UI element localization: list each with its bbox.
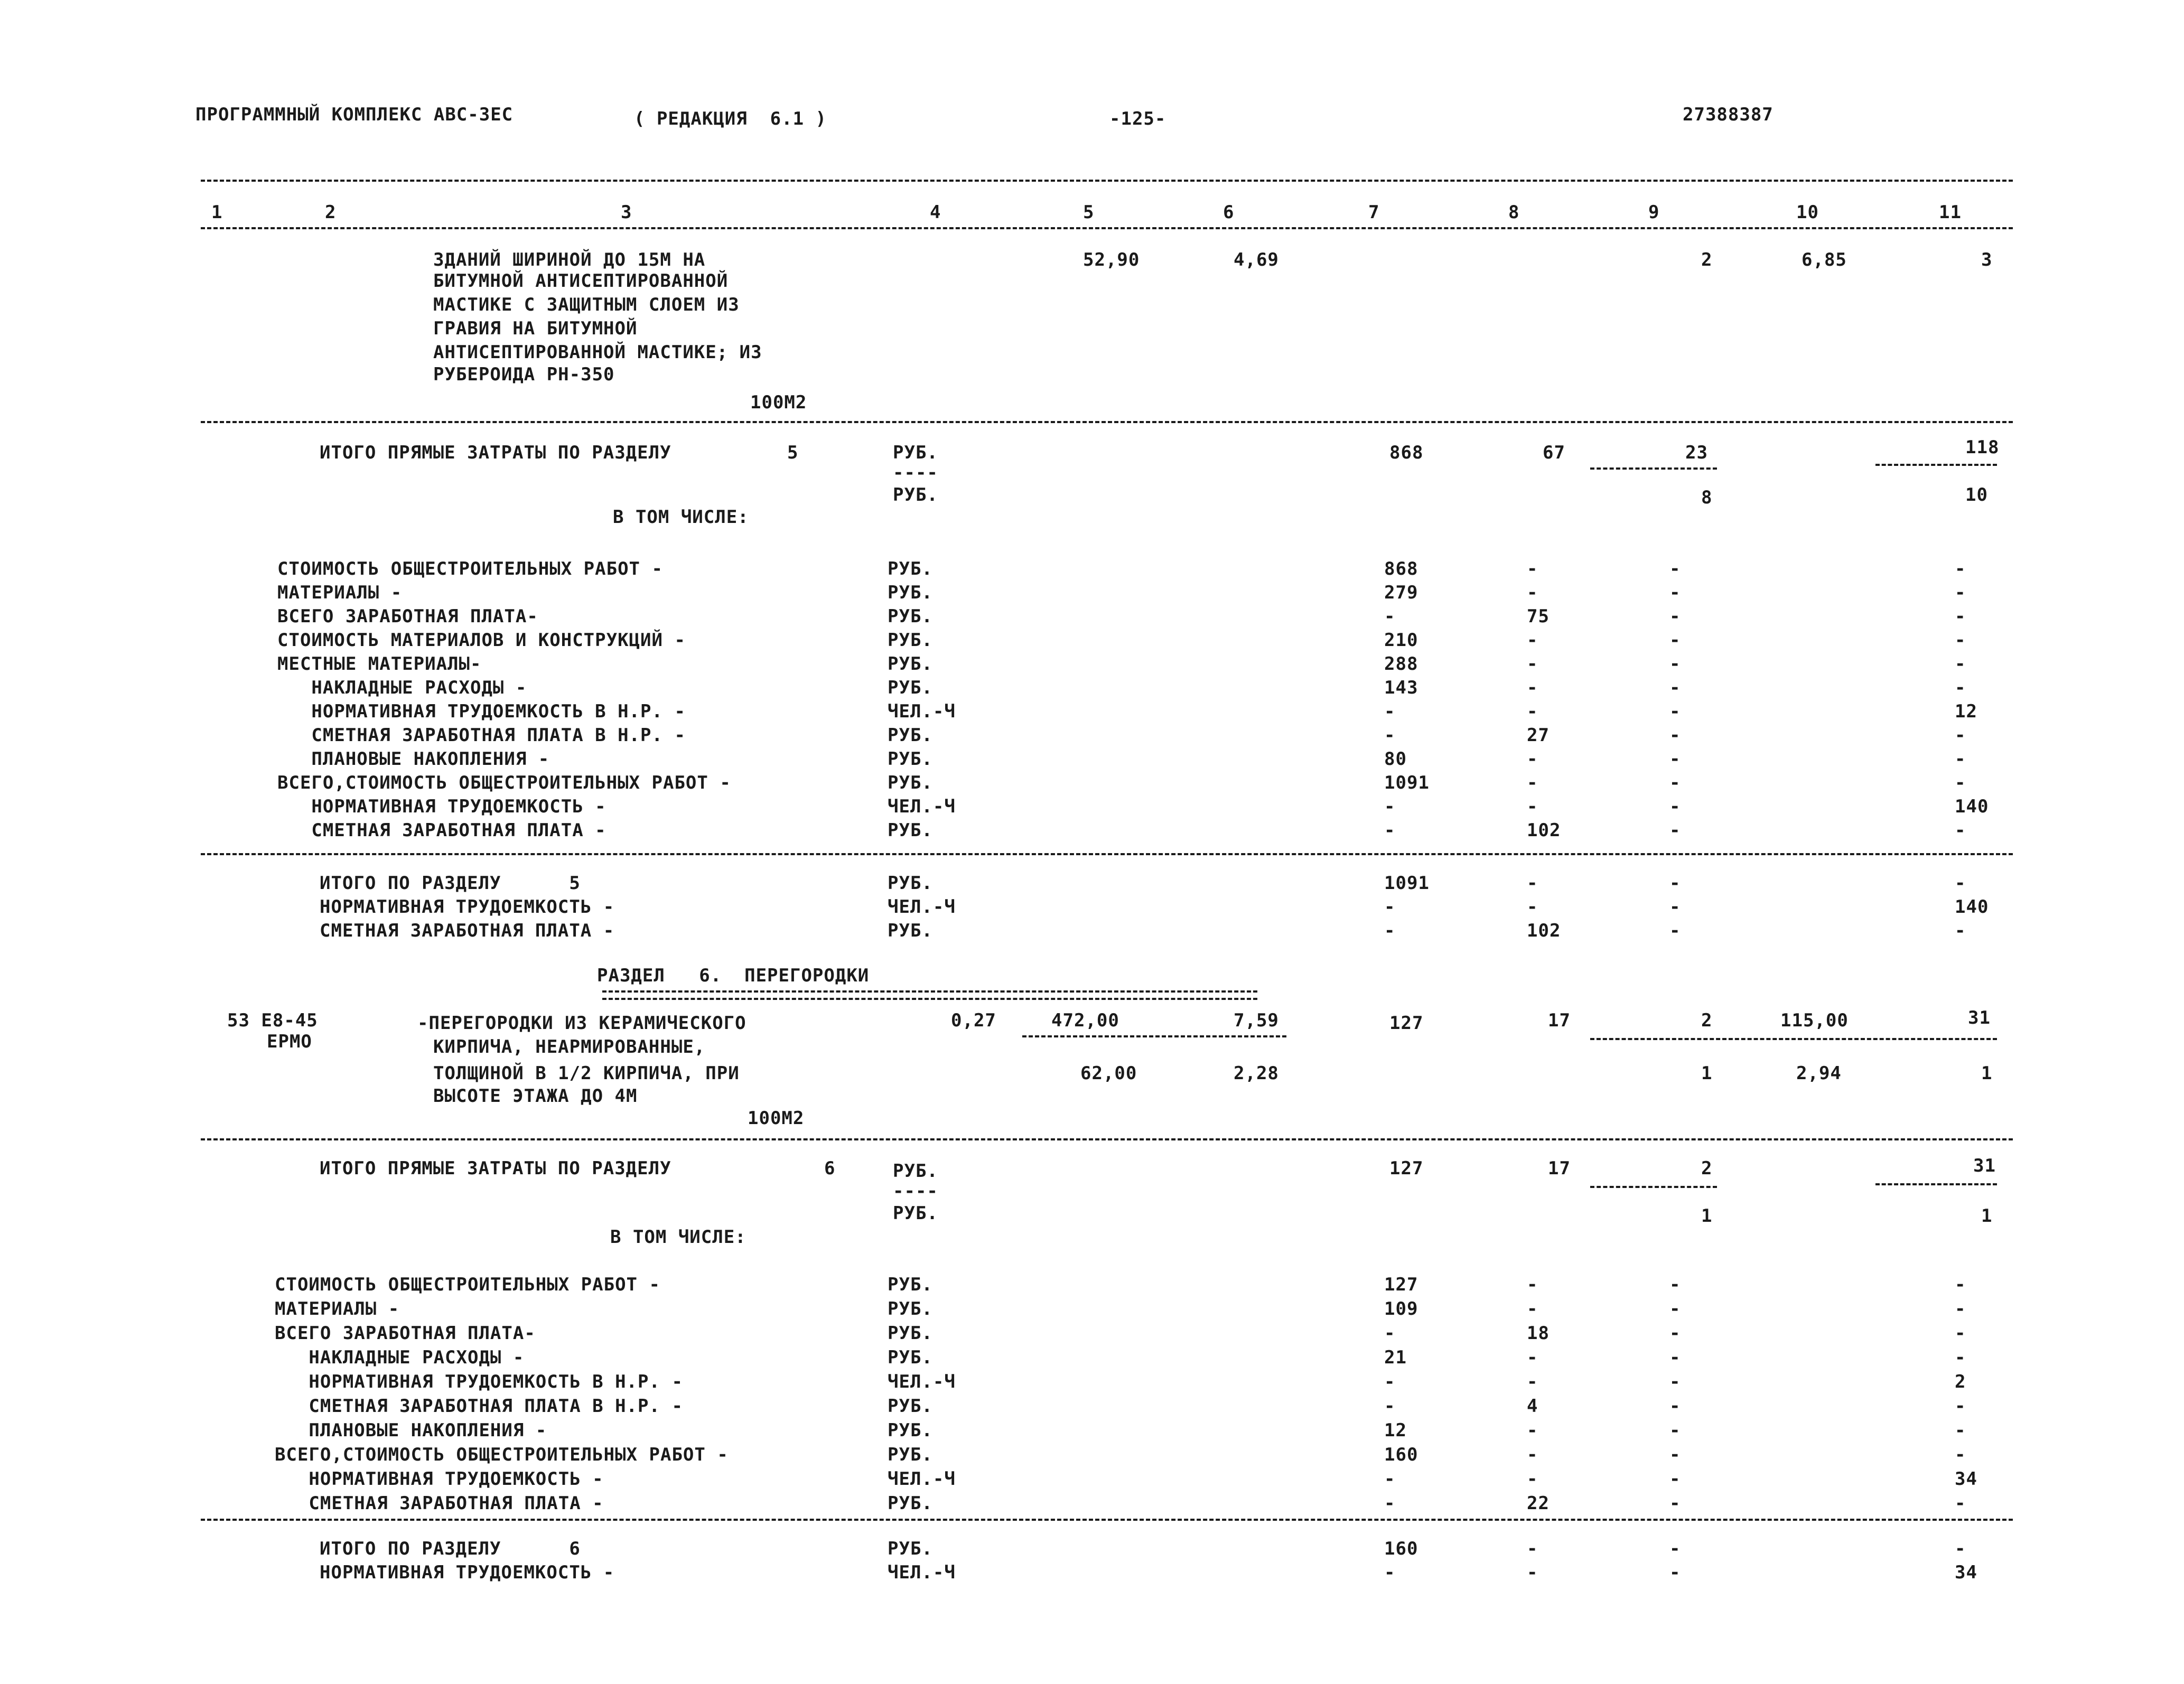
s5-total-num: 5 xyxy=(787,442,799,463)
s6-total-col11: 31 xyxy=(1973,1155,1996,1176)
row-col11: - xyxy=(1955,873,1966,894)
row-col11: - xyxy=(1955,725,1966,746)
row-col8: 18 xyxy=(1527,1323,1550,1344)
row-unit: РУБ. xyxy=(888,1347,933,1368)
row-col7: - xyxy=(1384,701,1396,722)
row-col7: 12 xyxy=(1384,1420,1407,1441)
row-col8: 102 xyxy=(1527,820,1561,841)
row-col9: - xyxy=(1669,1347,1681,1368)
row-unit: РУБ. xyxy=(888,920,933,941)
row-col8: - xyxy=(1527,1371,1538,1392)
s5-total-unit2: РУБ. xyxy=(893,484,938,506)
row-unit: РУБ. xyxy=(888,1538,933,1559)
row-col7: - xyxy=(1384,1323,1396,1344)
row-unit: РУБ. xyxy=(888,1323,933,1344)
row-label: ВСЕГО ЗАРАБОТНАЯ ПЛАТА- xyxy=(277,606,538,627)
row-col8: 22 xyxy=(1527,1493,1550,1514)
s6-desc-line: -ПЕРЕГОРОДКИ ИЗ КЕРАМИЧЕСКОГО xyxy=(417,1013,746,1034)
row-col7: - xyxy=(1384,1493,1396,1514)
s6-title: РАЗДЕЛ 6. ПЕРЕГОРОДКИ xyxy=(597,965,870,986)
row-label: СМЕТНАЯ ЗАРАБОТНАЯ ПЛАТА - xyxy=(277,820,606,841)
row-col9: - xyxy=(1669,725,1681,746)
s6-total-col11b: 1 xyxy=(1981,1205,1993,1227)
row-col11: - xyxy=(1955,1323,1966,1344)
s6-desc-line: ВЫСОТЕ ЭТАЖА ДО 4М xyxy=(433,1086,638,1107)
row-col7: - xyxy=(1384,725,1396,746)
row-col7: - xyxy=(1384,606,1396,627)
s6-col9b: 1 xyxy=(1701,1063,1713,1084)
row-col11: - xyxy=(1955,558,1966,579)
colhead-9: 9 xyxy=(1648,202,1660,223)
s5-total-subrule xyxy=(1875,464,1997,466)
row-col11: - xyxy=(1955,1538,1966,1559)
row-col7: - xyxy=(1384,896,1396,918)
row-col9: - xyxy=(1669,1493,1681,1514)
s6-title-underline xyxy=(602,990,1257,1000)
row-col9: - xyxy=(1669,653,1681,675)
row-col8: - xyxy=(1527,796,1538,817)
row-unit: РУБ. xyxy=(888,606,933,627)
colhead-bottom-rule xyxy=(201,227,2013,229)
s6-subrule xyxy=(1590,1038,1997,1040)
row-col8: - xyxy=(1527,582,1538,603)
row-col8: 4 xyxy=(1527,1396,1538,1417)
row-label: СМЕТНАЯ ЗАРАБОТНАЯ ПЛАТА - xyxy=(275,1493,604,1514)
s6-total-col9b: 1 xyxy=(1701,1205,1713,1227)
row-unit: РУБ. xyxy=(888,558,933,579)
row-unit: РУБ. xyxy=(888,749,933,770)
s6-col10: 115,00 xyxy=(1780,1010,1849,1031)
row-col11: - xyxy=(1955,1274,1966,1295)
s5-total-col11b: 10 xyxy=(1965,484,1988,506)
s5-unit: 100М2 xyxy=(750,392,807,413)
row-col7: 127 xyxy=(1384,1274,1418,1295)
table-top-rule xyxy=(201,180,2013,182)
s6-desc-line: ТОЛЩИНОЙ В 1/2 КИРПИЧА, ПРИ xyxy=(433,1063,740,1084)
row-col9: - xyxy=(1669,1562,1681,1583)
row-col9: - xyxy=(1669,920,1681,941)
s5-total-subrule xyxy=(1590,467,1717,470)
row-col7: 210 xyxy=(1384,630,1418,651)
row-unit: РУБ. xyxy=(888,677,933,698)
row-unit: РУБ. xyxy=(888,725,933,746)
row-col11: - xyxy=(1955,820,1966,841)
program-name: ПРОГРАММНЫЙ КОМПЛЕКС АВС-3ЕС xyxy=(195,104,514,125)
row-unit: ЧЕЛ.-Ч xyxy=(888,1468,956,1490)
s6-col8: 17 xyxy=(1548,1010,1571,1031)
row-col9: - xyxy=(1669,1298,1681,1320)
s6-total-subrule xyxy=(1875,1183,1997,1185)
s6-col6b: 2,28 xyxy=(1234,1063,1279,1084)
row-col11: - xyxy=(1955,606,1966,627)
s5-desc-line: ЗДАНИЙ ШИРИНОЙ ДО 15М НА xyxy=(433,249,706,270)
row-unit: РУБ. xyxy=(888,1396,933,1417)
s6-col5: 472,00 xyxy=(1051,1010,1119,1031)
s6-col4: 0,27 xyxy=(951,1010,996,1031)
row-col8: - xyxy=(1527,1347,1538,1368)
row-col8: - xyxy=(1527,1274,1538,1295)
s6-col6: 7,59 xyxy=(1234,1010,1279,1031)
row-label: МАТЕРИАЛЫ - xyxy=(277,582,403,603)
s6-subrule xyxy=(1022,1035,1286,1037)
s6-total-col7: 127 xyxy=(1389,1158,1424,1179)
s6-total-unit2: РУБ. xyxy=(893,1203,938,1224)
s5-incl: В ТОМ ЧИСЛЕ: xyxy=(613,507,749,528)
row-col9: - xyxy=(1669,1538,1681,1559)
row-label: НОРМАТИВНАЯ ТРУДОЕМКОСТЬ В Н.Р. - xyxy=(277,701,686,722)
s6-total-subrule xyxy=(1590,1186,1717,1188)
s6-source: ЕРМО xyxy=(267,1031,312,1052)
row-col9: - xyxy=(1669,796,1681,817)
row-col8: - xyxy=(1527,1468,1538,1490)
s5-total-col11: 118 xyxy=(1965,437,2000,458)
row-col7: - xyxy=(1384,1396,1396,1417)
row-label: НОРМАТИВНАЯ ТРУДОЕМКОСТЬ - xyxy=(320,896,615,918)
row-col9: - xyxy=(1669,1274,1681,1295)
s6-final-rule xyxy=(201,1519,2013,1521)
row-col8: - xyxy=(1527,1562,1538,1583)
row-col8: - xyxy=(1527,677,1538,698)
colhead-1: 1 xyxy=(211,202,223,223)
row-label: СМЕТНАЯ ЗАРАБОТНАЯ ПЛАТА - xyxy=(320,920,615,941)
row-col11: - xyxy=(1955,1347,1966,1368)
row-col11: - xyxy=(1955,1298,1966,1320)
row-label: НОРМАТИВНАЯ ТРУДОЕМКОСТЬ - xyxy=(275,1468,604,1490)
s5-col11: 3 xyxy=(1981,249,1993,270)
s6-unit: 100М2 xyxy=(748,1108,805,1129)
s5-desc-line: БИТУМНОЙ АНТИСЕПТИРОВАННОЙ xyxy=(433,270,729,292)
row-col11: - xyxy=(1955,630,1966,651)
s6-col10b: 2,94 xyxy=(1796,1063,1842,1084)
row-label: ПЛАНОВЫЕ НАКОПЛЕНИЯ - xyxy=(277,749,550,770)
row-col9: - xyxy=(1669,873,1681,894)
row-col9: - xyxy=(1669,630,1681,651)
row-label: СМЕТНАЯ ЗАРАБОТНАЯ ПЛАТА В Н.Р. - xyxy=(275,1396,683,1417)
row-col11: - xyxy=(1955,677,1966,698)
row-col11: 140 xyxy=(1955,796,1989,817)
row-unit: РУБ. xyxy=(888,582,933,603)
row-col11: 34 xyxy=(1955,1562,1977,1583)
row-col7: 80 xyxy=(1384,749,1407,770)
s5-total-col9b: 8 xyxy=(1701,487,1713,508)
row-col8: 75 xyxy=(1527,606,1550,627)
s6-col5b: 62,00 xyxy=(1080,1063,1137,1084)
s6-col9: 2 xyxy=(1701,1010,1713,1031)
s6-incl: В ТОМ ЧИСЛЕ: xyxy=(610,1227,746,1248)
row-col8: - xyxy=(1527,873,1538,894)
row-col11: - xyxy=(1955,1493,1966,1514)
row-label: НАКЛАДНЫЕ РАСХОДЫ - xyxy=(275,1347,525,1368)
s6-total-dashes: ---- xyxy=(893,1181,938,1202)
row-col7: - xyxy=(1384,1468,1396,1490)
row-label: ВСЕГО,СТОИМОСТЬ ОБЩЕСТРОИТЕЛЬНЫХ РАБОТ - xyxy=(277,772,731,793)
row-col8: - xyxy=(1527,558,1538,579)
row-col11: 12 xyxy=(1955,701,1977,722)
row-col11: 34 xyxy=(1955,1468,1977,1490)
row-col8: - xyxy=(1527,1444,1538,1465)
s6-total-label: ИТОГО ПРЯМЫЕ ЗАТРАТЫ ПО РАЗДЕЛУ xyxy=(320,1158,671,1179)
colhead-11: 11 xyxy=(1939,202,1962,223)
row-unit: ЧЕЛ.-Ч xyxy=(888,1371,956,1392)
row-col7: 160 xyxy=(1384,1538,1418,1559)
row-unit: ЧЕЛ.-Ч xyxy=(888,701,956,722)
row-label: МЕСТНЫЕ МАТЕРИАЛЫ- xyxy=(277,653,482,675)
colhead-6: 6 xyxy=(1223,202,1235,223)
row-col9: - xyxy=(1669,677,1681,698)
page-number: -125- xyxy=(1109,108,1166,129)
colhead-10: 10 xyxy=(1796,202,1819,223)
s5-total-label: ИТОГО ПРЯМЫЕ ЗАТРАТЫ ПО РАЗДЕЛУ xyxy=(320,442,671,463)
row-col9: - xyxy=(1669,558,1681,579)
colhead-3: 3 xyxy=(621,202,632,223)
row-col11: - xyxy=(1955,1420,1966,1441)
row-col7: 109 xyxy=(1384,1298,1418,1320)
s6-desc-line: КИРПИЧА, НЕАРМИРОВАННЫЕ, xyxy=(433,1036,706,1058)
row-col7: 868 xyxy=(1384,558,1418,579)
row-col9: - xyxy=(1669,701,1681,722)
s5-total-unit: РУБ. xyxy=(893,442,938,463)
s5-total-col8: 67 xyxy=(1543,442,1565,463)
row-label: НАКЛАДНЫЕ РАСХОДЫ - xyxy=(277,677,527,698)
edition-label: ( РЕДАКЦИЯ 6.1 ) xyxy=(634,108,827,129)
s5-total-col9: 23 xyxy=(1685,442,1708,463)
s5-col10: 6,85 xyxy=(1802,249,1847,270)
row-col7: 1091 xyxy=(1384,873,1430,894)
s5-col9: 2 xyxy=(1701,249,1713,270)
s5-total-col7: 868 xyxy=(1389,442,1424,463)
row-col7: 143 xyxy=(1384,677,1418,698)
row-unit: РУБ. xyxy=(888,873,933,894)
s5-col5: 52,90 xyxy=(1083,249,1140,270)
row-col11: - xyxy=(1955,920,1966,941)
s6-rule xyxy=(201,1138,2013,1140)
row-unit: РУБ. xyxy=(888,820,933,841)
s5-total-dashes: ---- xyxy=(893,462,938,483)
s6-col7: 127 xyxy=(1389,1013,1424,1034)
row-col7: - xyxy=(1384,1371,1396,1392)
row-col9: - xyxy=(1669,1323,1681,1344)
row-col9: - xyxy=(1669,606,1681,627)
row-col9: - xyxy=(1669,820,1681,841)
row-col8: - xyxy=(1527,896,1538,918)
row-unit: РУБ. xyxy=(888,1420,933,1441)
row-col11: - xyxy=(1955,653,1966,675)
row-col8: - xyxy=(1527,630,1538,651)
row-label: НОРМАТИВНАЯ ТРУДОЕМКОСТЬ В Н.Р. - xyxy=(275,1371,683,1392)
row-unit: РУБ. xyxy=(888,772,933,793)
row-label: ВСЕГО,СТОИМОСТЬ ОБЩЕСТРОИТЕЛЬНЫХ РАБОТ - xyxy=(275,1444,729,1465)
s5-desc-line: АНТИСЕПТИРОВАННОЙ МАСТИКЕ; ИЗ xyxy=(433,342,762,363)
row-col11: 140 xyxy=(1955,896,1989,918)
s5-rule xyxy=(201,421,2013,423)
s5-desc-line: ГРАВИЯ НА БИТУМНОЙ xyxy=(433,318,638,339)
row-col11: - xyxy=(1955,1444,1966,1465)
colhead-8: 8 xyxy=(1508,202,1520,223)
row-unit: РУБ. xyxy=(888,653,933,675)
row-col9: - xyxy=(1669,582,1681,603)
s6-total-col8: 17 xyxy=(1548,1158,1571,1179)
row-label: ПЛАНОВЫЕ НАКОПЛЕНИЯ - xyxy=(275,1420,547,1441)
s6-total-unit: РУБ. xyxy=(893,1161,938,1182)
row-label: ИТОГО ПО РАЗДЕЛУ 6 xyxy=(320,1538,581,1559)
row-col9: - xyxy=(1669,1371,1681,1392)
s5-col6: 4,69 xyxy=(1234,249,1279,270)
row-col8: 27 xyxy=(1527,725,1550,746)
document-number: 27388387 xyxy=(1683,104,1774,125)
s6-col11: 31 xyxy=(1968,1007,1991,1028)
row-col8: 102 xyxy=(1527,920,1561,941)
row-unit: РУБ. xyxy=(888,1298,933,1320)
row-col11: - xyxy=(1955,772,1966,793)
row-col11: 2 xyxy=(1955,1371,1966,1392)
row-unit: РУБ. xyxy=(888,1444,933,1465)
row-col7: - xyxy=(1384,796,1396,817)
row-col7: 288 xyxy=(1384,653,1418,675)
s5-final-rule xyxy=(201,853,2013,855)
row-col9: - xyxy=(1669,1444,1681,1465)
colhead-2: 2 xyxy=(325,202,337,223)
row-col8: - xyxy=(1527,749,1538,770)
row-col9: - xyxy=(1669,896,1681,918)
row-col11: - xyxy=(1955,582,1966,603)
row-label: НОРМАТИВНАЯ ТРУДОЕМКОСТЬ - xyxy=(320,1562,615,1583)
row-col8: - xyxy=(1527,701,1538,722)
row-col9: - xyxy=(1669,1396,1681,1417)
row-col7: 279 xyxy=(1384,582,1418,603)
row-label: СМЕТНАЯ ЗАРАБОТНАЯ ПЛАТА В Н.Р. - xyxy=(277,725,686,746)
row-col8: - xyxy=(1527,1538,1538,1559)
row-unit: ЧЕЛ.-Ч xyxy=(888,896,956,918)
row-unit: РУБ. xyxy=(888,1493,933,1514)
row-col8: - xyxy=(1527,1420,1538,1441)
row-unit: ЧЕЛ.-Ч xyxy=(888,1562,956,1583)
row-label: НОРМАТИВНАЯ ТРУДОЕМКОСТЬ - xyxy=(277,796,606,817)
row-label: ИТОГО ПО РАЗДЕЛУ 5 xyxy=(320,873,581,894)
row-label: СТОИМОСТЬ ОБЩЕСТРОИТЕЛЬНЫХ РАБОТ - xyxy=(277,558,663,579)
row-unit: РУБ. xyxy=(888,1274,933,1295)
s6-total-num: 6 xyxy=(824,1158,836,1179)
row-col9: - xyxy=(1669,1420,1681,1441)
row-label: СТОИМОСТЬ МАТЕРИАЛОВ И КОНСТРУКЦИЙ - xyxy=(277,630,686,651)
colhead-7: 7 xyxy=(1368,202,1380,223)
row-unit: РУБ. xyxy=(888,630,933,651)
s6-position: 53 Е8-45 xyxy=(227,1010,318,1031)
row-label: ВСЕГО ЗАРАБОТНАЯ ПЛАТА- xyxy=(275,1323,536,1344)
row-col7: 21 xyxy=(1384,1347,1407,1368)
row-col7: - xyxy=(1384,1562,1396,1583)
row-col9: - xyxy=(1669,749,1681,770)
s5-desc-line: МАСТИКЕ С ЗАЩИТНЫМ СЛОЕМ ИЗ xyxy=(433,294,740,315)
s5-desc-line: РУБЕРОИДА РН-350 xyxy=(433,364,615,385)
s6-col11b: 1 xyxy=(1981,1063,1993,1084)
row-col7: - xyxy=(1384,920,1396,941)
row-label: МАТЕРИАЛЫ - xyxy=(275,1298,400,1320)
row-col11: - xyxy=(1955,1396,1966,1417)
row-col8: - xyxy=(1527,653,1538,675)
row-unit: ЧЕЛ.-Ч xyxy=(888,796,956,817)
row-col7: 160 xyxy=(1384,1444,1418,1465)
row-col11: - xyxy=(1955,749,1966,770)
row-col9: - xyxy=(1669,1468,1681,1490)
s6-total-col9: 2 xyxy=(1701,1158,1713,1179)
row-col8: - xyxy=(1527,772,1538,793)
row-label: СТОИМОСТЬ ОБЩЕСТРОИТЕЛЬНЫХ РАБОТ - xyxy=(275,1274,660,1295)
row-col7: - xyxy=(1384,820,1396,841)
row-col8: - xyxy=(1527,1298,1538,1320)
row-col7: 1091 xyxy=(1384,772,1430,793)
row-col9: - xyxy=(1669,772,1681,793)
colhead-5: 5 xyxy=(1083,202,1095,223)
colhead-4: 4 xyxy=(930,202,941,223)
